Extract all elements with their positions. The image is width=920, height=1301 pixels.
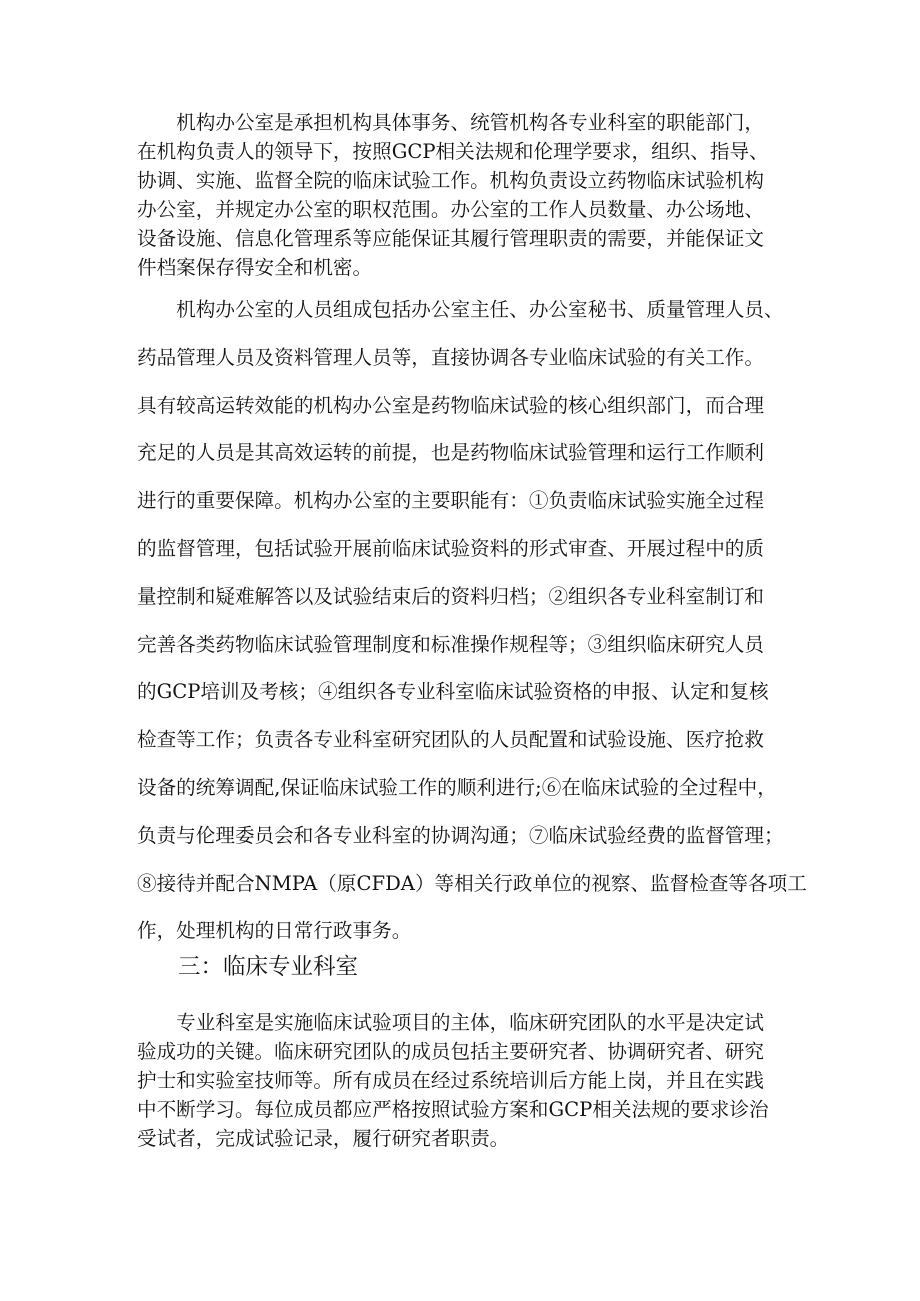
text-line: 机构办公室是承担机构具体事务、统管机构各专业科室的职能部门，	[137, 111, 764, 134]
text-line: 负责与伦理委员会和各专业科室的协调沟通；⑦临床试验经费的监督管理；	[137, 823, 784, 847]
text-line: ⑧接待并配合NMPA（原CFDA）等相关行政单位的视察、监督检查等各项工	[137, 871, 807, 895]
text-line: 充足的人员是其高效运转的前提，也是药物临床试验管理和运行工作顺利	[137, 441, 764, 465]
text-line: 验成功的关键。临床研究团队的成员包括主要研究者、协调研究者、研究	[137, 1040, 764, 1063]
text-line: 专业科室是实施临床试验项目的主体，临床研究团队的水平是决定试	[137, 1011, 764, 1034]
text-line: 具有较高运转效能的机构办公室是药物临床试验的核心组织部门，而合理	[137, 393, 764, 417]
text-line: 的GCP培训及考核；④组织各专业科室临床试验资格的申报、认定和复核	[137, 680, 769, 704]
text-line: 在机构负责人的领导下，按照GCP相关法规和伦理学要求，组织、指导、	[137, 140, 769, 163]
text-line: 设备设施、信息化管理系等应能保证其履行管理职责的需要，并能保证文	[137, 227, 764, 250]
text-line: 中不断学习。每位成员都应严格按照试验方案和GCP相关法规的要求诊治	[137, 1098, 769, 1121]
text-line: 办公室，并规定办公室的职权范围。办公室的工作人员数量、办公场地、	[137, 198, 764, 221]
text-line: 护士和实验室技师等。所有成员在经过系统培训后方能上岗，并且在实践	[137, 1069, 764, 1092]
text-line: 检查等工作；负责各专业科室研究团队的人员配置和试验设施、医疗抢救	[137, 728, 764, 752]
text-line: 进行的重要保障。机构办公室的主要职能有：①负责临床试验实施全过程	[137, 489, 764, 513]
text-line: 完善各类药物临床试验管理制度和标准操作规程等；③组织临床研究人员	[137, 632, 764, 656]
paragraph-office-definition	[137, 108, 827, 282]
paragraph-clinical-departments	[137, 1008, 827, 1153]
text-line: 药品管理人员及资料管理人员等，直接协调各专业临床试验的有关工作。	[137, 345, 764, 369]
text-line: 量控制和疑难解答以及试验结束后的资料归档；②组织各专业科室制订和	[137, 584, 764, 608]
text-line: 机构办公室的人员组成包括办公室主任、办公室秘书、质量管理人员、	[137, 298, 784, 321]
text-line: 作，处理机构的日常行政事务。	[137, 919, 412, 943]
text-line: 的监督管理，包括试验开展前临床试验资料的形式审查、开展过程中的质	[137, 536, 764, 560]
paragraph-office-staff-duties	[137, 286, 837, 955]
text-line: 受试者，完成试验记录，履行研究者职责。	[137, 1127, 510, 1150]
text-line: 协调、实施、监督全院的临床试验工作。机构负责设立药物临床试验机构	[137, 169, 764, 192]
section-heading: 三：临床专业科室	[178, 954, 359, 980]
text-line: 设备的统筹调配,保证临床试验工作的顺利进行;⑥在临床试验的全过程中，	[137, 775, 777, 799]
text-line: 件档案保存得安全和机密。	[137, 256, 373, 279]
